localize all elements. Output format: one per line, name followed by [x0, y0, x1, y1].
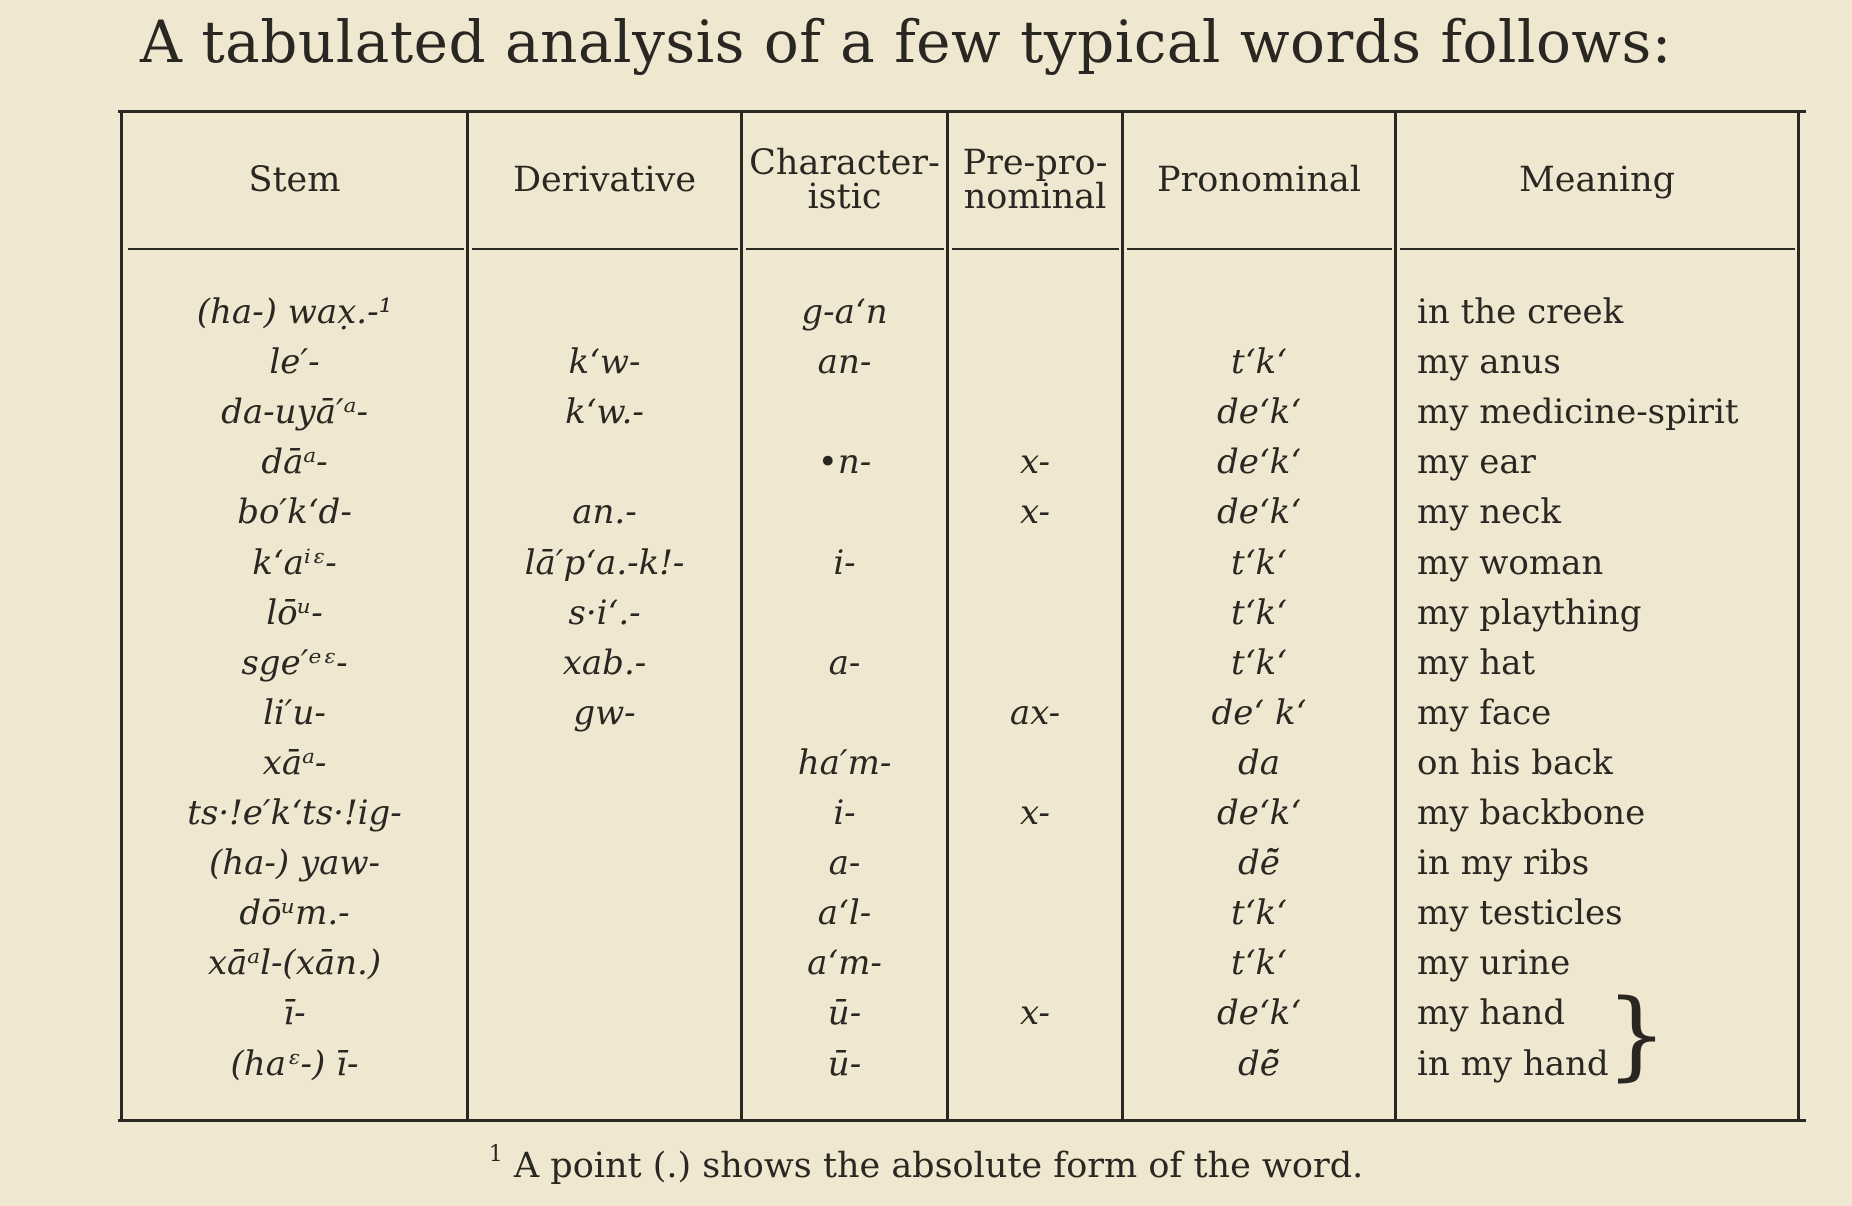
header-derivative-text: Derivative	[512, 160, 697, 200]
cell-derivative: k‘w-	[568, 342, 641, 383]
table-row	[0, 437, 1852, 487]
cell-pronominal: t‘k‘	[1231, 642, 1287, 683]
table-row	[0, 638, 1852, 688]
cell-derivative: k‘w.-	[565, 392, 644, 433]
table-row	[0, 337, 1852, 387]
cell-characteristic	[743, 387, 946, 437]
cell-meaning: my backbone	[1417, 793, 1646, 833]
cell-pronominal: dē̃	[1238, 843, 1280, 884]
cell-stem: ts·!e′k‘ts·!ig-	[187, 793, 402, 833]
cell-stem: lōᵘ-	[266, 592, 323, 633]
cell-derivative	[469, 838, 740, 888]
table-row	[0, 588, 1852, 638]
table-row	[0, 938, 1852, 988]
table-row	[0, 788, 1852, 838]
cell-prepronominal: ax-	[1009, 692, 1061, 733]
cell-meaning: my hat	[1417, 642, 1536, 683]
cell-derivative	[469, 938, 740, 988]
header-pronominal	[1124, 140, 1394, 220]
cell-stem: (haᵋ-) ī-	[230, 1043, 359, 1084]
cell-meaning: in my ribs	[1417, 843, 1590, 884]
cell-pronominal	[1124, 287, 1394, 337]
cell-meaning: my medicine-spirit	[1417, 392, 1739, 433]
cell-characteristic: g-a‘n	[801, 292, 888, 332]
cell-prepronominal	[949, 337, 1121, 387]
cell-pronominal: de‘k‘	[1216, 793, 1302, 833]
header-meaning	[1397, 140, 1797, 220]
cell-meaning: my testicles	[1417, 893, 1623, 934]
table-row	[0, 988, 1852, 1038]
cell-characteristic	[743, 487, 946, 537]
footnote-marker: 1	[488, 1142, 503, 1167]
cell-characteristic: ū-	[827, 1043, 862, 1084]
cell-prepronominal	[949, 387, 1121, 437]
cell-meaning: in the creek	[1417, 292, 1624, 332]
header-derivative	[469, 140, 740, 220]
table-row	[0, 738, 1852, 788]
cell-pronominal: t‘k‘	[1231, 592, 1287, 633]
cell-characteristic	[743, 588, 946, 638]
cell-stem: (ha-) yaw-	[208, 843, 381, 884]
cell-pronominal: t‘k‘	[1231, 542, 1287, 583]
cell-pronominal: de‘k‘	[1216, 392, 1302, 433]
table-row	[0, 538, 1852, 588]
cell-prepronominal	[949, 638, 1121, 688]
cell-pronominal: de‘k‘	[1216, 492, 1302, 533]
cell-stem: xāᵃl-(xān.)	[207, 943, 382, 984]
cell-prepronominal	[949, 287, 1121, 337]
header-pronominal-text: Pronominal	[1157, 160, 1361, 200]
cell-derivative: xab.-	[562, 642, 647, 683]
cell-stem: bo′k‘d-	[237, 492, 352, 533]
header-underline	[1400, 248, 1795, 250]
cell-meaning: my face	[1417, 692, 1552, 733]
cell-meaning: on his back	[1417, 742, 1613, 783]
cell-prepronominal	[949, 888, 1121, 938]
cell-derivative	[469, 437, 740, 487]
cell-meaning: my neck	[1417, 492, 1561, 533]
footnote-text: A point (.) shows the absolute form of the word.	[513, 1146, 1364, 1186]
cell-pronominal: de‘ k‘	[1211, 692, 1307, 733]
header-characteristic-line1: Character-	[749, 143, 940, 183]
cell-meaning: my woman	[1417, 542, 1604, 583]
cell-stem: sge′ᵉᵋ-	[241, 642, 348, 683]
cell-prepronominal	[949, 1039, 1121, 1089]
header-underline	[746, 248, 944, 250]
cell-prepronominal	[949, 838, 1121, 888]
cell-stem: xāᵃ-	[262, 742, 327, 783]
cell-characteristic: i-	[833, 793, 856, 833]
header-prepronominal-line1: Pre-pro-	[962, 143, 1108, 183]
table-row	[0, 888, 1852, 938]
cell-stem: li′u-	[263, 692, 326, 733]
cell-derivative: gw-	[573, 692, 636, 733]
cell-characteristic: an-	[817, 342, 872, 383]
cell-meaning: my ear	[1417, 442, 1536, 483]
header-underline	[1127, 248, 1392, 250]
cell-pronominal: de‘k‘	[1216, 993, 1302, 1034]
cell-pronominal: t‘k‘	[1231, 342, 1287, 383]
cell-prepronominal	[949, 588, 1121, 638]
cell-derivative	[469, 287, 740, 337]
header-underline	[952, 248, 1119, 250]
table-row	[0, 838, 1852, 888]
cell-prepronominal: x-	[1019, 442, 1051, 483]
header-underline	[128, 248, 464, 250]
cell-characteristic: a‘l-	[817, 893, 872, 934]
header-stem-text: Stem	[248, 160, 341, 200]
table-row	[0, 487, 1852, 537]
header-stem	[123, 140, 466, 220]
cell-meaning: my hand	[1417, 993, 1566, 1034]
header-characteristic	[743, 140, 946, 220]
cell-derivative	[469, 738, 740, 788]
cell-meaning: in my hand	[1417, 1043, 1609, 1084]
cell-prepronominal: x-	[1019, 993, 1051, 1034]
cell-characteristic: a-	[828, 843, 861, 884]
cell-characteristic: i-	[833, 542, 856, 583]
cell-meaning: my anus	[1417, 342, 1561, 383]
table-top-rule	[118, 110, 1806, 113]
cell-stem: da-uyā′ᵃ-	[221, 392, 368, 433]
cell-prepronominal: x-	[1019, 492, 1051, 533]
header-prepronominal	[949, 140, 1121, 220]
cell-characteristic	[743, 688, 946, 738]
cell-meaning: my plaything	[1417, 592, 1642, 633]
page-heading: A tabulated analysis of a few typical words follows:	[140, 8, 1672, 76]
cell-meaning: my urine	[1417, 943, 1571, 984]
footnote	[0, 1142, 1852, 1186]
cell-characteristic: ū-	[827, 993, 862, 1034]
cell-characteristic: a‘m-	[807, 943, 882, 984]
cell-pronominal: t‘k‘	[1231, 943, 1287, 984]
cell-derivative	[469, 788, 740, 838]
cell-stem: ī-	[283, 993, 306, 1034]
cell-pronominal: de‘k‘	[1216, 442, 1302, 483]
cell-prepronominal	[949, 738, 1121, 788]
cell-stem: dōᵘm.-	[239, 893, 350, 934]
cell-derivative: s·i‘.-	[568, 592, 641, 633]
cell-characteristic: a-	[828, 642, 861, 683]
cell-derivative: an.-	[572, 492, 637, 533]
cell-stem: le′-	[269, 342, 320, 383]
cell-pronominal: dē̃	[1238, 1043, 1280, 1084]
cell-prepronominal: x-	[1019, 793, 1051, 833]
header-prepronominal-line2: nominal	[963, 177, 1107, 217]
cell-derivative	[469, 988, 740, 1038]
bracket-brace: }	[1606, 979, 1668, 1091]
cell-stem: (ha-) wax̣.-¹	[196, 292, 393, 332]
table-row	[0, 387, 1852, 437]
cell-prepronominal	[949, 938, 1121, 988]
cell-prepronominal	[949, 538, 1121, 588]
header-characteristic-line2: istic	[807, 177, 882, 217]
table-row	[0, 287, 1852, 337]
header-underline	[472, 248, 738, 250]
cell-derivative	[469, 888, 740, 938]
table-row	[0, 1039, 1852, 1089]
cell-derivative: lā′p‘a.-k!-	[524, 542, 685, 583]
cell-pronominal: t‘k‘	[1231, 893, 1287, 934]
cell-stem: k‘aⁱᵋ-	[252, 542, 337, 583]
cell-characteristic: •n-	[817, 442, 872, 483]
cell-stem: dāᵃ-	[261, 442, 328, 483]
cell-pronominal: da	[1237, 742, 1281, 783]
cell-derivative	[469, 1039, 740, 1089]
table-bottom-rule	[118, 1119, 1806, 1122]
cell-characteristic: ha′m-	[797, 742, 892, 783]
header-meaning-text: Meaning	[1518, 160, 1676, 200]
table-row	[0, 688, 1852, 738]
